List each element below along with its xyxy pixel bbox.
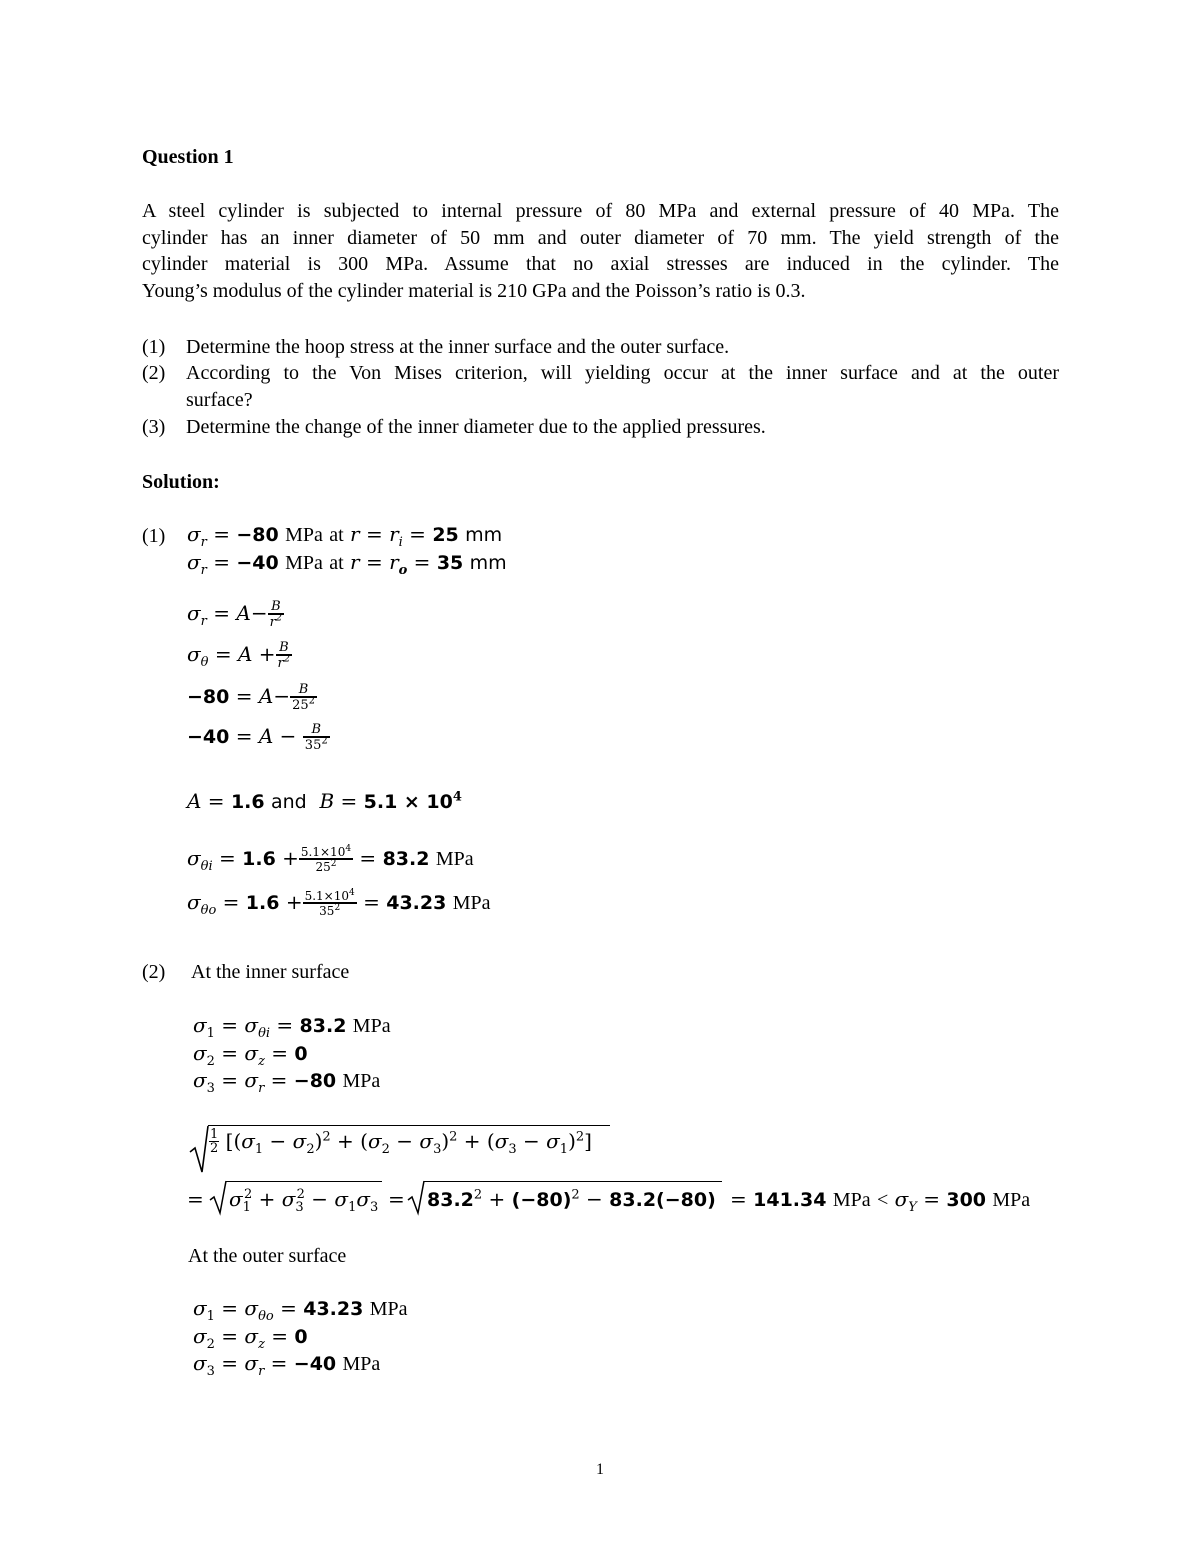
unit: MPa <box>992 1189 1031 1211</box>
den-value: 35 <box>304 738 322 753</box>
den-value: 25 <box>292 698 309 713</box>
von-mises-formula: $\frac{1}{2}$ $[(\sigma_1 - \sigma_2)^2 + (\sigma_2 - \sigma_3)^2 + (\sigma_3 - \sigma_1)^2]$ <box>210 1127 592 1157</box>
paragraph-line: cylinder material is 300 MPa. Assume that no axial stresses are induced in the cylinder. The <box>142 253 1059 276</box>
hoop-outer-value: 43.23 <box>386 892 447 914</box>
mm-unit: mm <box>465 524 503 546</box>
fraction: $\frac{B}{r^2}$ <box>277 640 291 671</box>
radical-sign <box>210 1180 230 1214</box>
fraction: $\frac{B}{35^2}$ <box>304 722 328 753</box>
outer-surface-label: At the outer surface <box>188 1245 347 1267</box>
expr-b: (−80) <box>511 1189 572 1211</box>
sigma1-value: 43.23 <box>303 1298 364 1320</box>
inner-surface-label: At the inner surface <box>191 961 350 983</box>
frac-num: 5.1×10 <box>300 845 346 859</box>
unit: MPa <box>285 552 323 574</box>
a-value: 1.6 <box>230 791 265 813</box>
at-word: at <box>329 552 344 574</box>
eq-lhs-value: −80 <box>187 686 230 708</box>
unit: MPa <box>832 1189 871 1211</box>
radical-bar <box>424 1181 722 1182</box>
fraction: $\frac{B}{r^2}$ <box>269 599 283 630</box>
fraction: $\frac{B}{25^2}$ <box>292 682 315 713</box>
fraction: $\frac{5.1\times 10^4}{35^2}$ <box>304 888 355 918</box>
solution-part2-number: (2) <box>142 961 166 983</box>
sigma2-value: 0 <box>294 1326 308 1348</box>
compare-sign: < <box>876 1189 889 1211</box>
question-paragraph <box>142 198 1059 304</box>
bc-inner-value: −80 <box>236 524 279 546</box>
frac-exp: 4 <box>345 844 352 854</box>
unit: MPa <box>285 524 323 546</box>
part-number-3: (3) <box>142 416 166 438</box>
part-number-2: (2) <box>142 362 166 384</box>
expr-a: 83.2 <box>427 1189 474 1211</box>
eq-lhs-value: −40 <box>187 726 230 748</box>
unit: MPa <box>435 848 474 870</box>
inner-sigma1: $\sigma_1 = \sigma_{\theta i} = 83.2$ MPa <box>193 1013 391 1041</box>
solution-title: Solution: <box>142 471 220 493</box>
vm-substituted: $83.2^2 + (-80)^2 - 83.2(-80)$ <box>427 1187 716 1211</box>
vm-result-value: 141.34 <box>753 1189 827 1211</box>
sigma1-value: 83.2 <box>299 1015 347 1037</box>
b-exponent: 4 <box>452 789 462 805</box>
paragraph-line: cylinder has an inner diameter of 50 mm and outer diameter of 70 mm. The yield strength of the <box>142 226 1059 249</box>
radical-sign <box>190 1124 210 1174</box>
bc-outer: $\sigma_r = -40$ MPa at $r = r_o = 35$ mm <box>187 550 507 578</box>
outer-sigma1: $\sigma_1 = \sigma_{\theta o} = 43.23$ MPa <box>193 1296 408 1324</box>
sigma2-value: 0 <box>294 1043 308 1065</box>
eq-inner-bc: −80 = A− $\frac{B}{25^2}$ <box>187 682 315 713</box>
sigma3-value: −80 <box>293 1070 337 1092</box>
unit: MPa <box>342 1070 381 1092</box>
vm-result: = 141.34 MPa < $\sigma_Y = 300$ MPa <box>730 1187 1031 1215</box>
outer-sigma3: $\sigma_3 = \sigma_r = -40$ MPa <box>193 1351 381 1379</box>
solution-part1-number: (1) <box>142 525 166 547</box>
unit: MPa <box>369 1298 408 1320</box>
unit: MPa <box>342 1353 381 1375</box>
part-text-2-cont: surface? <box>186 389 253 411</box>
inner-sigma2: $\sigma_2 = \sigma_z = 0$ <box>193 1041 308 1069</box>
hoop-inner-value: 83.2 <box>382 848 430 870</box>
part-text-1: Determine the hoop stress at the inner surface and the outer surface. <box>186 336 730 358</box>
and-word: and <box>270 791 307 813</box>
unit: MPa <box>352 1015 391 1037</box>
b-value: 5.1 × 10 <box>363 791 453 813</box>
paragraph-line: Young’s modulus of the cylinder material is 210 GPa and the Poisson’s ratio is 0.3. <box>142 279 806 302</box>
den-value: 35 <box>319 904 335 918</box>
sigma3-value: −40 <box>293 1353 337 1375</box>
vm-equals-2: = <box>388 1187 405 1211</box>
frac-exp: 4 <box>349 888 355 898</box>
lame-hoop: $\sigma_\theta = A$ + $\frac{B}{r^2}$ <box>187 640 291 671</box>
fraction: $\frac{5.1\times 10^4}{25^2}$ <box>300 844 352 874</box>
constants-result: A = 1.6 and $B = 5.1 \times 10^4$ <box>187 789 462 813</box>
bc-inner: $\sigma_r = -80$ MPa at $r = r_i = 25$ mm <box>187 522 503 550</box>
r-outer: 35 <box>436 552 464 574</box>
radical-bar <box>208 1125 610 1126</box>
frac-num: 5.1×10 <box>304 889 350 903</box>
radical-sign <box>408 1180 428 1214</box>
mm-unit: mm <box>469 552 507 574</box>
yield-value: 300 <box>946 1189 987 1211</box>
den-value: 25 <box>315 860 331 874</box>
outer-sigma2: $\sigma_2 = \sigma_z = 0$ <box>193 1324 308 1352</box>
hoop-outer-calc: $\sigma_{\theta o} = 1.6$ + $\frac{5.1\times 10^4}{35^2}$ = 43.23 MPa <box>187 888 491 918</box>
at-word: at <box>329 524 344 546</box>
expr-c: 83.2(−80) <box>609 1189 716 1211</box>
hoop-inner-calc: $\sigma_{\theta i} = 1.6$ + $\frac{5.1\times 10^4}{25^2}$ = 83.2 MPa <box>187 844 474 874</box>
vm-simplified: $\sigma_1^2 + \sigma_3^2 - \sigma_1\sigma_3$ <box>229 1187 379 1215</box>
question-title: Question 1 <box>142 146 234 168</box>
bc-outer-value: −40 <box>236 552 279 574</box>
paragraph-line: A steel cylinder is subjected to internal pressure of 80 MPa and external pressure of 40 MPa. The <box>142 200 1059 222</box>
part-text-3: Determine the change of the inner diameter due to the applied pressures. <box>186 416 766 438</box>
part-text-2: According to the Von Mises criterion, will yielding occur at the inner surface and at the outer <box>186 362 1059 384</box>
eq-outer-bc: −40 = A − $\frac{B}{35^2}$ <box>187 722 328 753</box>
inner-sigma3: $\sigma_3 = \sigma_r = -80$ MPa <box>193 1068 381 1096</box>
r-inner: 25 <box>432 524 459 546</box>
fraction: $\frac{1}{2}$ <box>210 1127 219 1156</box>
lame-radial: $\sigma_r = A-$ $\frac{B}{r^2}$ <box>187 599 283 630</box>
unit: MPa <box>452 892 491 914</box>
page-number: 1 <box>596 1461 604 1478</box>
vm-equals: = <box>187 1187 204 1211</box>
part-number-1: (1) <box>142 336 166 358</box>
radical-bar <box>226 1181 382 1182</box>
